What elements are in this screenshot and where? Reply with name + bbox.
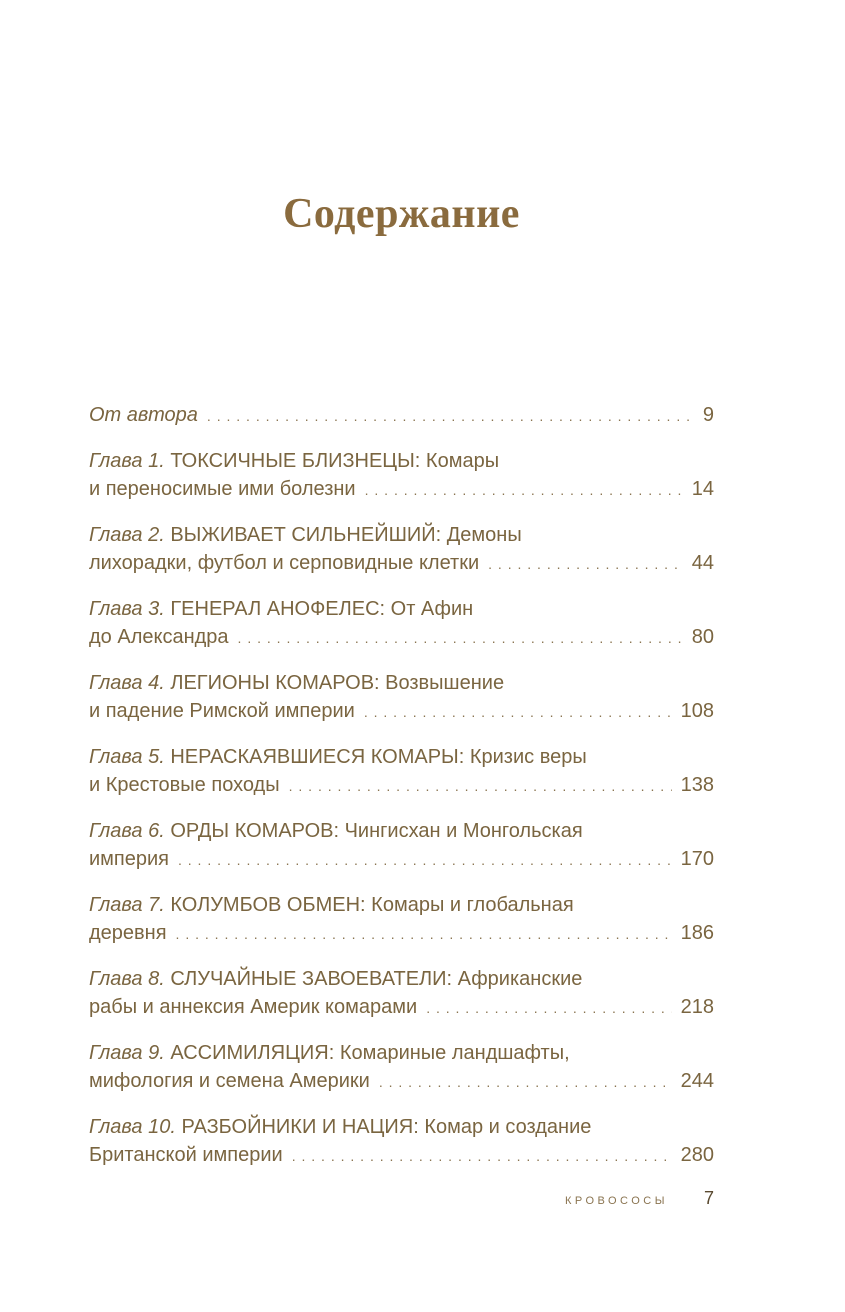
- dot-leader: [365, 475, 683, 504]
- dot-leader: [364, 697, 672, 726]
- toc-entry[interactable]: [89, 521, 714, 578]
- toc-entry[interactable]: [89, 401, 714, 430]
- toc-entry-line: [89, 817, 714, 845]
- toc-entry-line: [89, 919, 714, 948]
- chapter-label: Глава 2.: [89, 524, 165, 546]
- toc-page-number: 9: [702, 404, 714, 426]
- dot-leader: [238, 623, 683, 652]
- toc-entry-line: [89, 891, 714, 919]
- table-of-contents: [89, 401, 714, 1187]
- chapter-label: Глава 10.: [89, 1116, 176, 1138]
- chapter-title-cont: лихорадки, футбол и серповидные клетки: [89, 552, 480, 574]
- page-title: Содержание: [283, 191, 520, 237]
- toc-entry-line: [89, 401, 714, 430]
- chapter-title: АССИМИЛЯЦИЯ: Комариные ландшафты,: [170, 1042, 570, 1064]
- toc-page-number: 14: [691, 478, 714, 500]
- toc-page-number: 280: [680, 1144, 714, 1166]
- dot-leader: [207, 401, 694, 430]
- toc-page-number: 108: [680, 700, 714, 722]
- dot-leader: [488, 549, 683, 578]
- toc-entry[interactable]: [89, 595, 714, 652]
- toc-entry[interactable]: [89, 965, 714, 1022]
- chapter-title-cont: и Крестовые походы: [89, 774, 280, 796]
- chapter-title-cont: до Александра: [89, 626, 229, 648]
- dot-leader: [379, 1067, 672, 1096]
- chapter-label: Глава 4.: [89, 672, 165, 694]
- chapter-title: ОРДЫ КОМАРОВ: Чингисхан и Монгольская: [170, 820, 583, 842]
- chapter-label: Глава 9.: [89, 1042, 165, 1064]
- chapter-title: РАЗБОЙНИКИ И НАЦИЯ: Комар и создание: [181, 1116, 592, 1138]
- dot-leader: [176, 919, 672, 948]
- toc-entry-line: [89, 475, 714, 504]
- chapter-title: ЛЕГИОНЫ КОМАРОВ: Возвышение: [170, 672, 505, 694]
- chapter-title: НЕРАСКАЯВШИЕСЯ КОМАРЫ: Кризис веры: [170, 746, 587, 768]
- dot-leader: [292, 1141, 672, 1170]
- toc-entry-line: [89, 1039, 714, 1067]
- toc-page-number: 218: [680, 996, 714, 1018]
- toc-page-number: 138: [680, 774, 714, 796]
- chapter-title: СЛУЧАЙНЫЕ ЗАВОЕВАТЕЛИ: Африканские: [170, 968, 583, 990]
- chapter-title-cont: империя: [89, 848, 169, 870]
- chapter-title: ТОКСИЧНЫЕ БЛИЗНЕЦЫ: Комары: [170, 450, 500, 472]
- chapter-label: Глава 3.: [89, 598, 165, 620]
- toc-entry[interactable]: [89, 1039, 714, 1096]
- chapter-title-cont: и падение Римской империи: [89, 700, 355, 722]
- running-head: КРОВОСОСЫ: [564, 1195, 668, 1207]
- toc-entry-line: [89, 993, 714, 1022]
- dot-leader: [289, 771, 672, 800]
- toc-entry-line: [89, 623, 714, 652]
- toc-page-number: 44: [691, 552, 714, 574]
- toc-entry-line: [89, 697, 714, 726]
- toc-entry[interactable]: [89, 669, 714, 726]
- page-number: 7: [703, 1188, 714, 1208]
- toc-entry-line: [89, 1141, 714, 1170]
- toc-entry-line: [89, 771, 714, 800]
- toc-page-number: 170: [680, 848, 714, 870]
- toc-entry[interactable]: [89, 743, 714, 800]
- chapter-title-cont: мифология и семена Америки: [89, 1070, 370, 1092]
- toc-entry-line: [89, 447, 714, 475]
- toc-entry-title: От автора: [89, 404, 198, 426]
- toc-entry[interactable]: [89, 447, 714, 504]
- toc-entry[interactable]: [89, 1113, 714, 1170]
- toc-entry-line: [89, 845, 714, 874]
- toc-entry[interactable]: [89, 817, 714, 874]
- toc-entry[interactable]: [89, 891, 714, 948]
- chapter-label: Глава 1.: [89, 450, 165, 472]
- dot-leader: [426, 993, 671, 1022]
- toc-page-number: 80: [691, 626, 714, 648]
- chapter-label: Глава 8.: [89, 968, 165, 990]
- chapter-label: Глава 5.: [89, 746, 165, 768]
- chapter-title: ГЕНЕРАЛ АНОФЕЛЕС: От Афин: [170, 598, 474, 620]
- toc-entry-line: [89, 595, 714, 623]
- toc-entry-line: [89, 743, 714, 771]
- toc-entry-line: [89, 1067, 714, 1096]
- toc-entry-line: [89, 1113, 714, 1141]
- dot-leader: [178, 845, 672, 874]
- toc-entry-line: [89, 669, 714, 697]
- toc-entry-line: [89, 965, 714, 993]
- toc-entry-line: [89, 549, 714, 578]
- toc-page-number: 244: [680, 1070, 714, 1092]
- chapter-title: ВЫЖИВАЕТ СИЛЬНЕЙШИЙ: Демоны: [170, 524, 522, 546]
- chapter-title-cont: и переносимые ими болезни: [89, 478, 356, 500]
- chapter-title-cont: рабы и аннексия Америк комарами: [89, 996, 418, 1018]
- toc-page-number: 186: [680, 922, 714, 944]
- toc-entry-line: [89, 521, 714, 549]
- page-footer: [565, 1188, 714, 1209]
- chapter-title-cont: деревня: [89, 922, 167, 944]
- chapter-label: Глава 6.: [89, 820, 165, 842]
- chapter-title-cont: Британской империи: [89, 1144, 283, 1166]
- chapter-title: КОЛУМБОВ ОБМЕН: Комары и глобальная: [170, 894, 574, 916]
- chapter-label: Глава 7.: [89, 894, 165, 916]
